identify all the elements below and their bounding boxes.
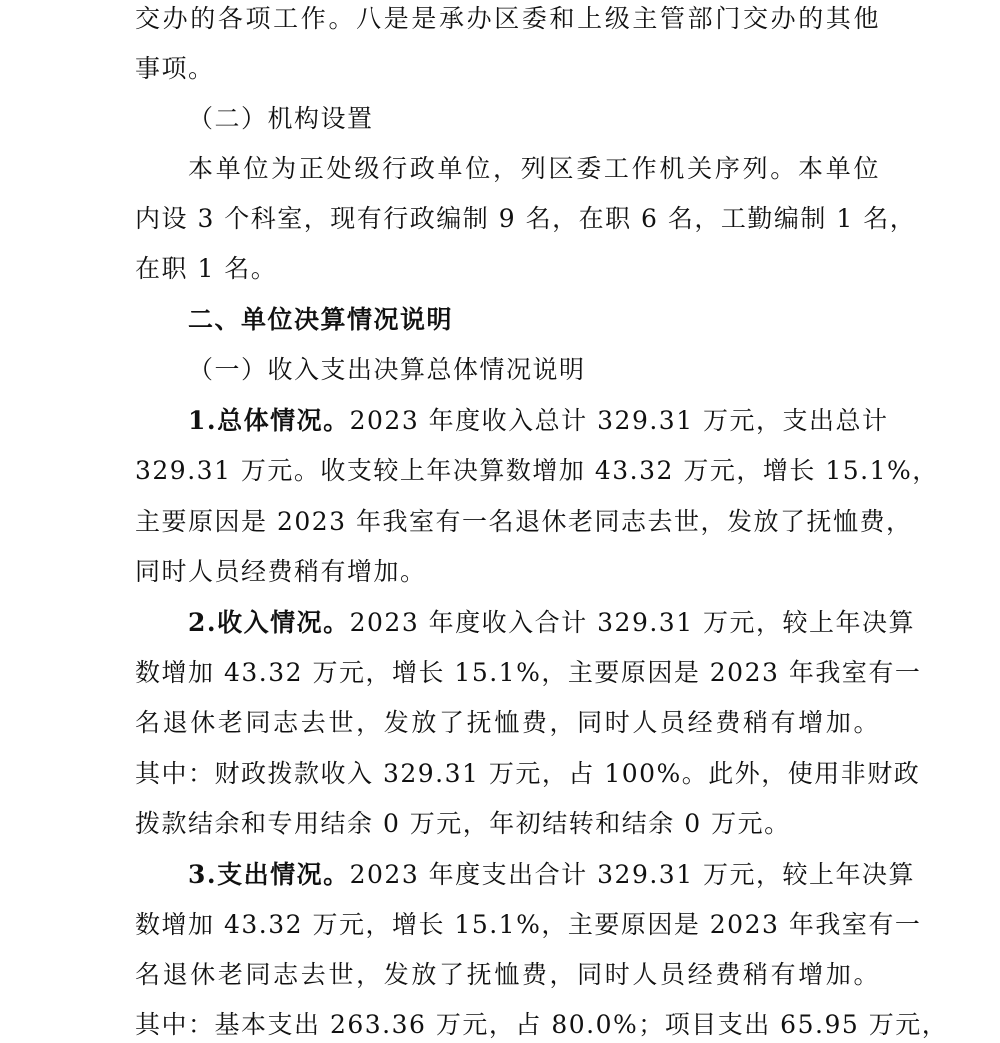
paragraph-lead-title: 1.总体情况。 — [188, 406, 350, 435]
paragraph-lead-line: 3.支出情况。2023 年度支出合计 329.31 万元，较上年决算 — [188, 860, 916, 889]
body-text-line: 拨款结余和专用结余 0 万元，年初结转和结余 0 万元。 — [135, 809, 791, 838]
paragraph-lead-title: 3.支出情况。 — [188, 860, 350, 889]
body-text-line: 名退休老同志去世，发放了抚恤费，同时人员经费稍有增加。 — [135, 708, 880, 737]
body-text-line: 数增加 43.32 万元，增长 15.1%，主要原因是 2023 年我室有一 — [135, 658, 922, 687]
body-text-line: 内设 3 个科室，现有行政编制 9 名，在职 6 名，工勤编制 1 名， — [135, 204, 917, 233]
section-heading: （二）机构设置 — [188, 104, 374, 133]
body-text-line: 同时人员经费稍有增加。 — [135, 557, 427, 586]
paragraph-lead-line: 2.收入情况。2023 年度收入合计 329.31 万元，较上年决算 — [188, 608, 916, 637]
body-text-line: 名退休老同志去世，发放了抚恤费，同时人员经费稍有增加。 — [135, 960, 880, 989]
section-heading: 二、单位决算情况说明 — [188, 305, 454, 334]
body-text-line: 事项。 — [135, 54, 215, 83]
body-text-line: 329.31 万元。收支较上年决算数增加 43.32 万元，增长 15.1%， — [135, 456, 939, 485]
body-text-line: 在职 1 名。 — [135, 254, 278, 283]
body-text-line: 主要原因是 2023 年我室有一名退休老同志去世，发放了抚恤费， — [135, 507, 913, 536]
body-text-line: 其中：基本支出 263.36 万元，占 80.0%；项目支出 65.95 万元， — [135, 1010, 949, 1039]
paragraph-lead-line: 1.总体情况。2023 年度收入总计 329.31 万元，支出总计 — [188, 406, 889, 435]
body-text-line: 其中：财政拨款收入 329.31 万元，占 100%。此外，使用非财政 — [135, 759, 921, 788]
subsection-heading: （一）收入支出决算总体情况说明 — [188, 355, 586, 384]
body-text-line: 交办的各项工作。八是是承办区委和上级主管部门交办的其他 — [135, 4, 880, 33]
body-text-line: 本单位为正处级行政单位，列区委工作机关序列。本单位 — [188, 154, 880, 183]
paragraph-lead-title: 2.收入情况。 — [188, 608, 350, 637]
body-text-line: 数增加 43.32 万元，增长 15.1%，主要原因是 2023 年我室有一 — [135, 910, 922, 939]
